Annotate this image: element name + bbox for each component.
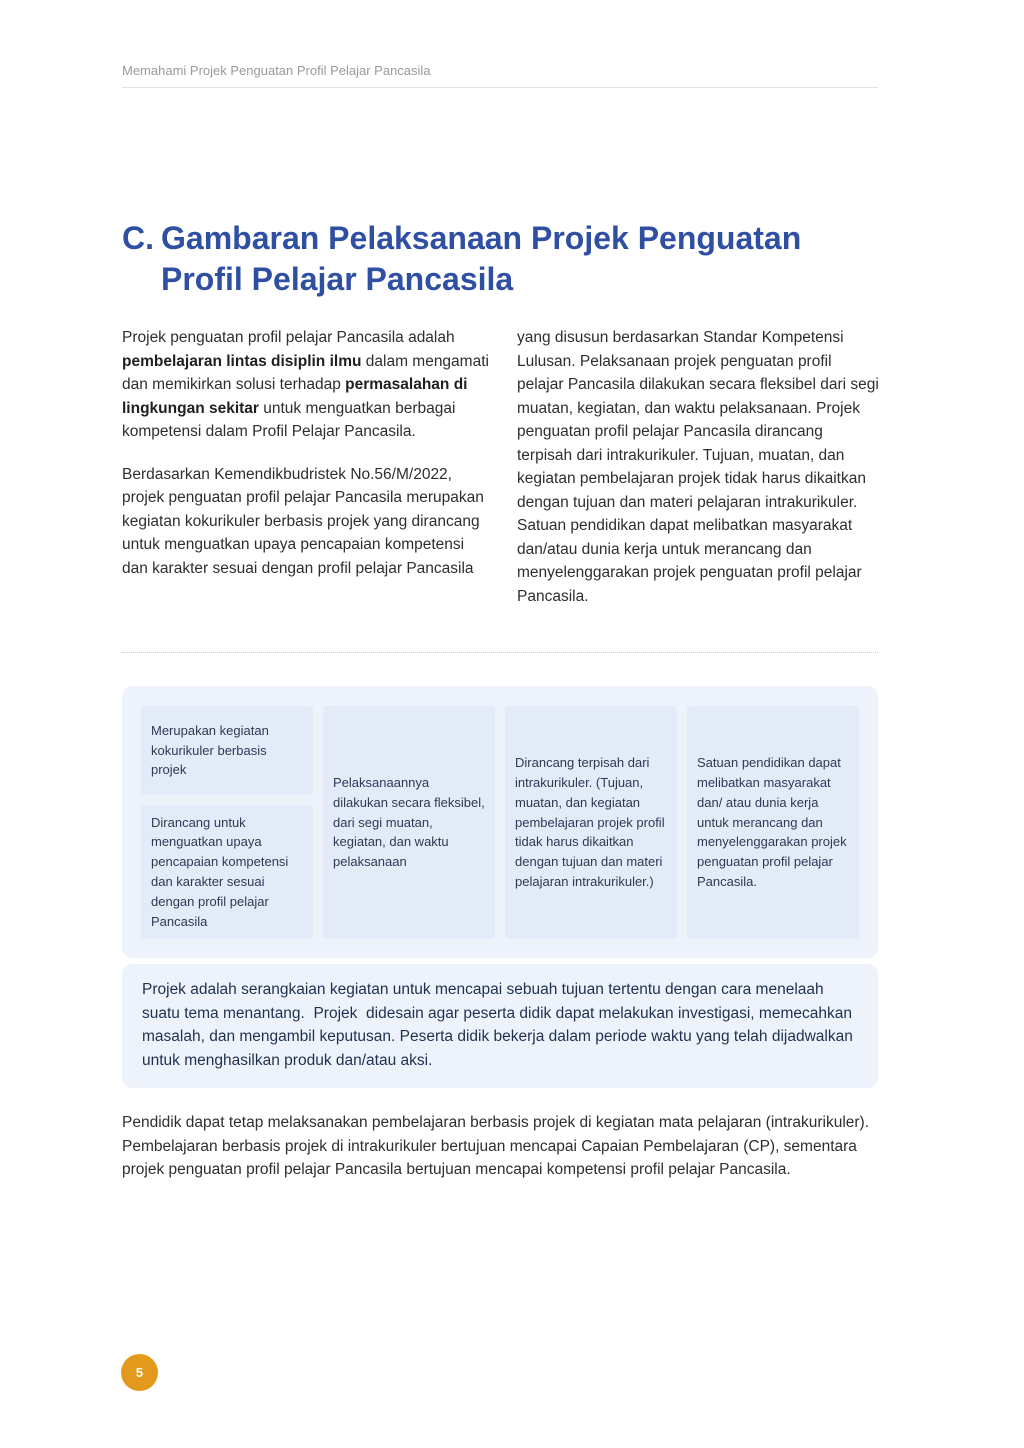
card-text: Dirancang terpisah dari intrakurikuler. (Tujuan, muatan, dan kegiatan pembelajaran projek profil tidak harus dikaitkan dengan tujuan dan materi pelajaran intrakurikuler.) xyxy=(515,755,665,889)
card-text: Satuan pendidikan dapat melibatkan masyarakat dan/ atau dunia kerja untuk merancang dan menyelenggarakan projek penguatan profil pelajar Pancasila. xyxy=(697,755,847,889)
header-divider xyxy=(122,87,878,88)
intro-emphasis: permasalahan di lingkungan sekitar xyxy=(122,376,468,417)
intro-text: Projek penguatan profil pelajar Pancasila adalah xyxy=(122,329,455,346)
intro-text: dalam mengamati dan memikirkan solusi terhadap xyxy=(122,352,489,393)
project-definition-text: Projek adalah serangkaian kegiatan untuk mencapai sebuah tujuan tertentu dengan cara menelaah suatu tema menantang. Projek didesain agar peserta didik dapat melakukan investigasi, memecahkan masalah, dan mengambil keputusan. Peserta didik bekerja dalam periode waktu yang telah dijadwalkan untuk menghasilkan produk dan/atau aksi. xyxy=(142,981,858,1069)
card-text: Dirancang untuk menguatkan upaya pencapaian kompetensi dan karakter sesuai dengan profil pelajar Pancasila xyxy=(151,814,289,929)
running-header-title: Memahami Projek Penguatan Profil Pelajar Pancasila xyxy=(122,63,431,78)
page-number-badge: 5 xyxy=(121,1354,158,1391)
section-heading xyxy=(122,218,882,300)
intro-paragraph-3: yang disusun berdasarkan Standar Kompetensi Lulusan. Pelaksanaan projek penguatan profil pelajar Pancasila dilakukan secara fleksibel dari segi muatan, kegiatan, dan waktu pelaksanaan. Projek penguatan profil pelajar Pancasila dirancang terpisah dari intrakurikuler. Tujuan, muatan, dan kegiatan pembelajaran projek tidak harus dikaitkan dengan tujuan dan materi pelajaran intrakurikuler. Satuan pendidikan dapat melibatkan masyarakat dan/atau dunia kerja untuk merancang dan menyelenggarakan projek penguatan profil pelajar Pancasila. xyxy=(517,329,879,605)
intro-column-right xyxy=(517,326,879,627)
intro-paragraph-1 xyxy=(122,326,492,444)
intro-emphasis: pembelajaran lintas disiplin ilmu xyxy=(122,352,362,370)
closing-paragraph: Pendidik dapat tetap melaksanakan pembelajaran berbasis projek di kegiatan mata pelajaran (intrakurikuler). Pembelajaran berbasis projek di intrakurikuler bertujuan mencapai Capaian Pembelajaran (CP), sementara projek penguatan profil pelajar Pancasila bertujuan mencapai kompetensi profil pelajar Pancasila. xyxy=(122,1114,870,1178)
section-letter: C. xyxy=(122,220,154,256)
card-satuan-pendidikan xyxy=(687,706,859,939)
card-text: Merupakan kegiatan kokurikuler berbasis projek xyxy=(151,722,269,778)
card-terpisah-intrakurikuler xyxy=(505,706,677,939)
card-text: Pelaksanaannya dilakukan secara fleksibel, dari segi muatan, kegiatan, dan waktu pelaksanaan xyxy=(333,775,485,870)
intro-text: untuk menguatkan berbagai kompetensi dalam Profil Pelajar Pancasila. xyxy=(122,399,456,440)
characteristics-panel xyxy=(122,686,878,958)
intro-column-left xyxy=(122,326,492,599)
intro-paragraph-2: Berdasarkan Kemendikbudristek No.56/M/2022, projek penguatan profil pelajar Pancasila merupakan kegiatan kokurikuler berbasis projek yang dirancang untuk menguatkan upaya pencapaian kompetensi dan karakter sesuai dengan profil pelajar Pancasila xyxy=(122,465,484,577)
card-kokurikuler xyxy=(141,706,313,795)
card-penguatan-kompetensi xyxy=(141,805,313,939)
card-fleksibel xyxy=(323,706,495,939)
project-definition-box xyxy=(122,964,878,1088)
section-divider xyxy=(122,652,878,653)
section-title: Gambaran Pelaksanaan Projek Penguatan Profil Pelajar Pancasila xyxy=(161,220,802,297)
